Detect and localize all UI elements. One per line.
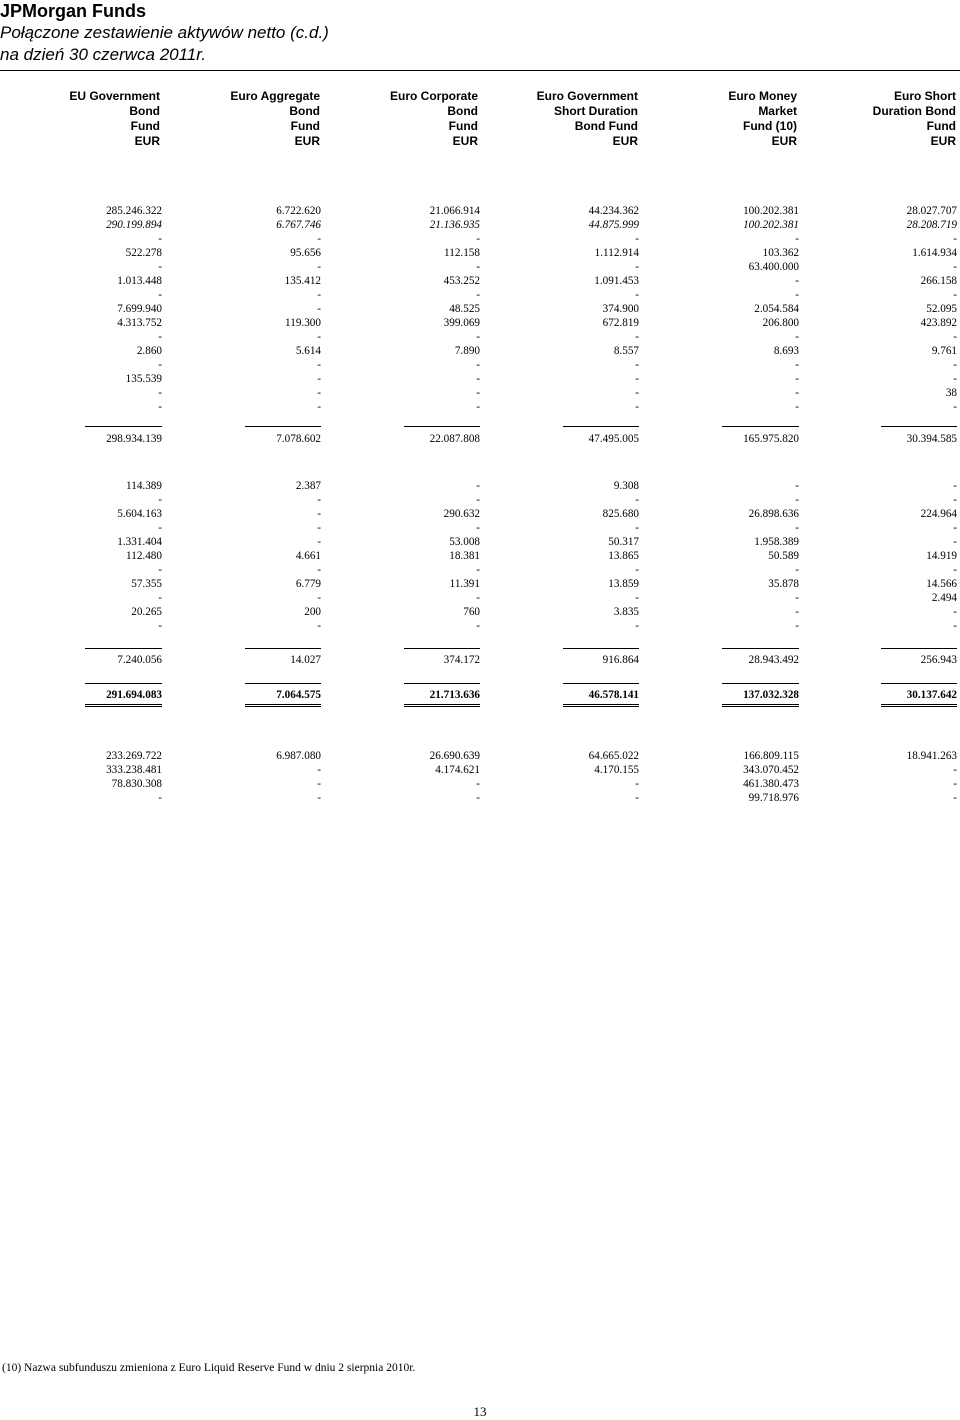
table-cell: - — [953, 373, 957, 385]
total-double-underline — [85, 704, 162, 707]
table-cell: 28.943.492 — [748, 654, 799, 666]
table-row — [0, 204, 960, 218]
table-cell: - — [635, 592, 639, 604]
table-cell: 256.943 — [920, 654, 957, 666]
table-cell: - — [795, 564, 799, 576]
table-cell: - — [317, 592, 321, 604]
subtotal-rule — [404, 683, 480, 684]
table-cell: 28.208.719 — [906, 219, 957, 231]
table-cell: - — [953, 764, 957, 776]
table-cell: - — [476, 494, 480, 506]
statement-subtitle: Połączone zestawienie aktywów netto (c.d.) — [0, 23, 329, 42]
table-cell: 916.864 — [602, 654, 639, 666]
table-row — [0, 372, 960, 386]
table-cell: 298.934.139 — [106, 433, 162, 445]
table-cell: - — [317, 792, 321, 804]
table-cell: 522.278 — [125, 247, 162, 259]
table-cell: - — [158, 592, 162, 604]
table-cell: 206.800 — [762, 317, 799, 329]
table-cell: - — [953, 494, 957, 506]
table-cell: 135.539 — [125, 373, 162, 385]
table-cell: - — [953, 261, 957, 273]
table-cell: 63.400.000 — [748, 261, 799, 273]
table-row — [0, 344, 960, 358]
table-cell: - — [953, 564, 957, 576]
table-cell: - — [158, 331, 162, 343]
table-cell: - — [317, 387, 321, 399]
table-cell: 11.391 — [449, 578, 480, 590]
table-cell: 6.767.746 — [276, 219, 321, 231]
table-cell: 9.761 — [931, 345, 957, 357]
column-header-euro-money-market-fund: Euro Money Market Fund (10) EUR — [728, 89, 797, 148]
table-cell: - — [476, 387, 480, 399]
table-cell: 453.252 — [443, 275, 480, 287]
table-cell: - — [317, 331, 321, 343]
table-cell: 1.614.934 — [912, 247, 957, 259]
table-cell: 1.091.453 — [594, 275, 639, 287]
table-row — [0, 521, 960, 535]
table-cell: - — [635, 233, 639, 245]
table-cell: - — [476, 564, 480, 576]
table-cell: 291.694.083 — [106, 689, 162, 701]
table-cell: - — [795, 494, 799, 506]
table-cell: - — [317, 401, 321, 413]
table-row — [0, 507, 960, 521]
table-row — [0, 763, 960, 777]
column-header-euro-government-short-duration-bond-fund: Euro Government Short Duration Bond Fund EUR — [536, 89, 638, 148]
table-cell: 461.380.473 — [743, 778, 799, 790]
table-cell: 64.665.022 — [588, 750, 639, 762]
table-cell: 1.112.914 — [594, 247, 639, 259]
table-cell: 30.394.585 — [906, 433, 957, 445]
subtotal-rule — [722, 683, 799, 684]
table-cell: - — [795, 606, 799, 618]
table-cell: - — [158, 387, 162, 399]
table-cell: 103.362 — [762, 247, 799, 259]
table-cell: - — [795, 480, 799, 492]
statement-date: na dzień 30 czerwca 2011r. — [0, 45, 207, 64]
page-number: 13 — [473, 1404, 487, 1419]
table-cell: 760 — [463, 606, 480, 618]
table-cell: - — [795, 620, 799, 632]
table-cell: - — [158, 233, 162, 245]
table-cell: 2.494 — [931, 592, 957, 604]
subtotal-rule — [404, 426, 480, 427]
subtotal-rule — [722, 426, 799, 427]
subtotal-rule — [563, 648, 639, 649]
table-cell: - — [795, 387, 799, 399]
table-cell: 672.819 — [602, 317, 639, 329]
table-cell: - — [795, 522, 799, 534]
table-cell: 2.860 — [136, 345, 162, 357]
table-cell: 290.632 — [443, 508, 480, 520]
table-cell: 333.238.481 — [106, 764, 162, 776]
table-cell: 7.699.940 — [117, 303, 162, 315]
table-cell: - — [158, 261, 162, 273]
table-cell: - — [635, 522, 639, 534]
table-cell: - — [635, 387, 639, 399]
table-cell: 22.087.808 — [429, 433, 480, 445]
table-cell: - — [317, 764, 321, 776]
table-cell: - — [795, 373, 799, 385]
table-cell: - — [795, 275, 799, 287]
subtotal-rule — [245, 683, 321, 684]
table-cell: 3.835 — [613, 606, 639, 618]
table-cell: - — [635, 401, 639, 413]
table-row — [0, 260, 960, 274]
table-cell: 28.027.707 — [906, 205, 957, 217]
table-cell: 6.779 — [295, 578, 321, 590]
table-cell: 423.892 — [920, 317, 957, 329]
table-cell: - — [635, 261, 639, 273]
table-cell: 7.240.056 — [117, 654, 162, 666]
table-cell: 30.137.642 — [906, 689, 957, 701]
total-double-underline — [404, 704, 480, 707]
table-cell: 266.158 — [920, 275, 957, 287]
table-cell: - — [158, 564, 162, 576]
table-cell: - — [795, 289, 799, 301]
table-row — [0, 479, 960, 493]
table-cell: 21.066.914 — [429, 205, 480, 217]
table-cell: - — [635, 792, 639, 804]
table-cell: - — [476, 401, 480, 413]
table-cell: 399.069 — [443, 317, 480, 329]
table-cell: 100.202.381 — [743, 219, 799, 231]
header-divider — [0, 70, 960, 71]
table-cell: - — [476, 620, 480, 632]
table-cell: 44.875.999 — [588, 219, 639, 231]
table-cell: - — [317, 620, 321, 632]
table-cell: - — [476, 359, 480, 371]
table-cell: 2.054.584 — [754, 303, 799, 315]
table-cell: - — [953, 233, 957, 245]
table-cell: - — [953, 331, 957, 343]
table-row — [0, 791, 960, 805]
table-cell: - — [795, 233, 799, 245]
subtotal-rule — [85, 683, 162, 684]
table-cell: 78.830.308 — [111, 778, 162, 790]
table-cell: - — [158, 620, 162, 632]
table-cell: 7.890 — [454, 345, 480, 357]
table-cell: - — [476, 289, 480, 301]
table-cell: 5.614 — [295, 345, 321, 357]
table-cell: - — [476, 792, 480, 804]
footnote: (10) Nazwa subfunduszu zmieniona z Euro Liquid Reserve Fund w dniu 2 sierpnia 2010r. — [2, 1362, 416, 1374]
column-header-eu-government-bond-fund: EU Government Bond Fund EUR — [69, 89, 160, 148]
table-cell: 21.713.636 — [429, 689, 480, 701]
subtotal-rule — [85, 426, 162, 427]
table-cell: 48.525 — [449, 303, 480, 315]
table-row — [0, 432, 960, 446]
table-row — [0, 563, 960, 577]
table-cell: - — [476, 592, 480, 604]
table-cell: 21.136.935 — [429, 219, 480, 231]
table-cell: 137.032.328 — [743, 689, 799, 701]
table-cell: - — [317, 536, 321, 548]
table-row — [0, 577, 960, 591]
total-double-underline — [722, 704, 799, 707]
table-cell: - — [476, 778, 480, 790]
table-row — [0, 246, 960, 260]
table-cell: - — [158, 494, 162, 506]
table-row — [0, 274, 960, 288]
total-double-underline — [563, 704, 639, 707]
table-cell: - — [795, 359, 799, 371]
table-row — [0, 653, 960, 667]
subtotal-rule — [85, 648, 162, 649]
table-cell: 343.070.452 — [743, 764, 799, 776]
column-header-euro-short-duration-bond-fund: Euro Short Duration Bond Fund EUR — [872, 89, 956, 148]
table-cell: 18.941.263 — [906, 750, 957, 762]
table-cell: 8.693 — [773, 345, 799, 357]
table-cell: 44.234.362 — [588, 205, 639, 217]
table-cell: 26.898.636 — [748, 508, 799, 520]
table-row — [0, 591, 960, 605]
table-cell: - — [476, 373, 480, 385]
document-title: JPMorgan Funds — [0, 1, 147, 21]
table-cell: 200 — [304, 606, 321, 618]
table-cell: 20.265 — [131, 606, 162, 618]
table-cell: 50.589 — [768, 550, 799, 562]
table-row — [0, 688, 960, 702]
table-row — [0, 777, 960, 791]
column-header-euro-corporate-bond-fund: Euro Corporate Bond Fund EUR — [389, 89, 478, 148]
table-cell: 2.387 — [295, 480, 321, 492]
table-cell: 7.064.575 — [276, 689, 321, 701]
table-cell: 1.013.448 — [117, 275, 162, 287]
table-cell: - — [317, 303, 321, 315]
table-cell: - — [158, 522, 162, 534]
table-row — [0, 302, 960, 316]
table-cell: - — [317, 564, 321, 576]
table-cell: - — [795, 331, 799, 343]
table-cell: - — [476, 480, 480, 492]
table-cell: - — [158, 792, 162, 804]
table-cell: - — [953, 778, 957, 790]
column-header-euro-aggregate-bond-fund: Euro Aggregate Bond Fund EUR — [230, 89, 320, 148]
table-cell: 99.718.976 — [748, 792, 799, 804]
table-cell: 14.566 — [926, 578, 957, 590]
table-row — [0, 330, 960, 344]
table-cell: - — [317, 261, 321, 273]
table-cell: 4.661 — [295, 550, 321, 562]
table-cell: 38 — [945, 387, 957, 399]
table-cell: - — [635, 331, 639, 343]
table-cell: 114.389 — [126, 480, 162, 492]
table-cell: 53.008 — [449, 536, 480, 548]
table-cell: - — [635, 494, 639, 506]
subtotal-rule — [563, 426, 639, 427]
table-row — [0, 749, 960, 763]
subtotal-rule — [881, 648, 957, 649]
table-cell: 224.964 — [920, 508, 957, 520]
table-row — [0, 386, 960, 400]
subtotal-rule — [404, 648, 480, 649]
table-cell: 825.680 — [602, 508, 639, 520]
table-cell: 14.919 — [926, 550, 957, 562]
table-row — [0, 400, 960, 414]
table-cell: 6.722.620 — [276, 205, 321, 217]
table-cell: 374.172 — [443, 654, 480, 666]
table-cell: - — [953, 401, 957, 413]
table-cell: 7.078.602 — [276, 433, 321, 445]
table-cell: 52.095 — [926, 303, 957, 315]
table-cell: - — [953, 289, 957, 301]
table-cell: 1.958.389 — [754, 536, 799, 548]
table-cell: 4.174.621 — [435, 764, 480, 776]
table-cell: - — [953, 792, 957, 804]
table-cell: - — [158, 359, 162, 371]
table-cell: 112.158 — [444, 247, 480, 259]
table-row — [0, 288, 960, 302]
table-cell: 233.269.722 — [106, 750, 162, 762]
total-double-underline — [245, 704, 321, 707]
table-cell: 1.331.404 — [117, 536, 162, 548]
table-cell: 95.656 — [290, 247, 321, 259]
table-cell: - — [317, 233, 321, 245]
table-cell: - — [317, 508, 321, 520]
table-cell: 374.900 — [602, 303, 639, 315]
table-cell: 46.578.141 — [588, 689, 639, 701]
table-row — [0, 358, 960, 372]
table-cell: - — [635, 778, 639, 790]
table-row — [0, 316, 960, 330]
table-cell: - — [476, 261, 480, 273]
subtotal-rule — [563, 683, 639, 684]
table-cell: - — [317, 494, 321, 506]
table-cell: 290.199.894 — [106, 219, 162, 231]
table-cell: 135.412 — [284, 275, 321, 287]
table-cell: 6.987.080 — [276, 750, 321, 762]
table-cell: - — [476, 522, 480, 534]
table-cell: 57.355 — [131, 578, 162, 590]
table-cell: 285.246.322 — [106, 205, 162, 217]
table-cell: - — [635, 620, 639, 632]
table-cell: - — [317, 522, 321, 534]
table-row — [0, 493, 960, 507]
total-double-underline — [881, 704, 957, 707]
table-cell: - — [635, 564, 639, 576]
table-row — [0, 535, 960, 549]
table-cell: 8.557 — [613, 345, 639, 357]
subtotal-rule — [245, 648, 321, 649]
table-cell: - — [953, 522, 957, 534]
table-row — [0, 605, 960, 619]
table-cell: - — [635, 359, 639, 371]
table-cell: 13.859 — [608, 578, 639, 590]
table-cell: - — [635, 373, 639, 385]
table-cell: - — [953, 480, 957, 492]
table-cell: 4.170.155 — [594, 764, 639, 776]
table-cell: - — [476, 331, 480, 343]
table-cell: 47.495.005 — [588, 433, 639, 445]
subtotal-rule — [881, 683, 957, 684]
table-cell: - — [795, 401, 799, 413]
table-cell: - — [953, 606, 957, 618]
table-cell: - — [635, 289, 639, 301]
table-cell: 4.313.752 — [117, 317, 162, 329]
subtotal-rule — [722, 648, 799, 649]
table-cell: - — [476, 233, 480, 245]
table-cell: - — [317, 289, 321, 301]
table-cell: 165.975.820 — [743, 433, 799, 445]
table-cell: 18.381 — [449, 550, 480, 562]
subtotal-rule — [881, 426, 957, 427]
table-cell: 112.480 — [126, 550, 162, 562]
table-cell: - — [317, 778, 321, 790]
table-cell: 100.202.381 — [743, 205, 799, 217]
table-cell: 166.809.115 — [743, 750, 799, 762]
table-cell: - — [953, 359, 957, 371]
table-cell: - — [158, 401, 162, 413]
table-cell: - — [317, 373, 321, 385]
table-cell: - — [953, 536, 957, 548]
table-cell: 50.317 — [608, 536, 639, 548]
table-row — [0, 218, 960, 232]
table-cell: - — [158, 289, 162, 301]
table-cell: 119.300 — [285, 317, 321, 329]
table-cell: - — [953, 620, 957, 632]
table-row — [0, 232, 960, 246]
table-cell: 35.878 — [768, 578, 799, 590]
subtotal-rule — [245, 426, 321, 427]
table-cell: 9.308 — [613, 480, 639, 492]
table-cell: 5.604.163 — [117, 508, 162, 520]
table-row — [0, 549, 960, 563]
table-cell: 14.027 — [290, 654, 321, 666]
table-cell: - — [317, 359, 321, 371]
table-cell: 13.865 — [608, 550, 639, 562]
table-cell: - — [795, 592, 799, 604]
table-cell: 26.690.639 — [429, 750, 480, 762]
table-row — [0, 619, 960, 633]
